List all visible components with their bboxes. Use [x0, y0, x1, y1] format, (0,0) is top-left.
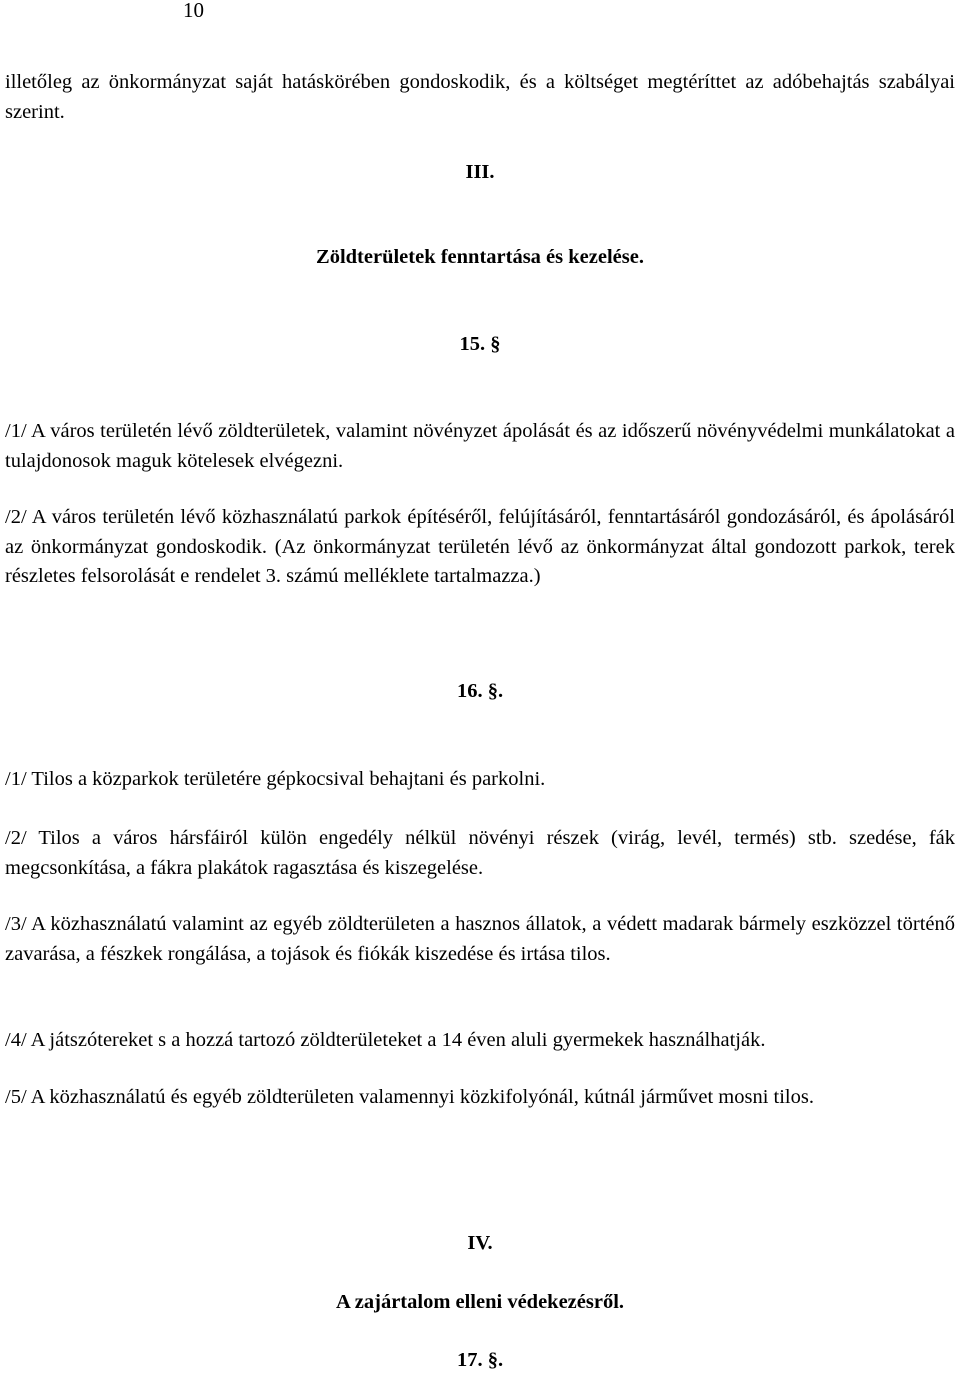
paragraph-16-1: /1/ Tilos a közparkok területére gépkocsival behajtani és parkolni.	[5, 768, 546, 790]
section-heading-15: 15. §	[459, 333, 501, 355]
paragraph-16-2: /2/ Tilos a város hársfáiról külön engedély nélkül növényi részek (virág, levél, termés) stb. szedése, fák megcsonkítása, a fákra plakátok ragasztása és kiszegelése.	[5, 827, 955, 879]
section-heading-17: 17. §.	[456, 1349, 504, 1371]
chapter-title-4: A zajártalom elleni védekezésről.	[335, 1291, 625, 1313]
paragraph-15-1: /1/ A város területén lévő zöldterületek, valamint növényzet ápolását és az időszerű növényvédelmi munkálatokat a tulajdonosok maguk kötelesek elvégezni.	[5, 420, 955, 472]
paragraph-15-2: /2/ A város területén lévő közhasználatú parkok építéséről, felújításáról, fenntartásáról gondozásáról, és ápolásáról az önkormányzat gondoskodik. (Az önkormányzat területén lévő az önkormányzat által gondozott parkok, terek részletes felsorolását e rendelet 3. számú melléklete tartalmazza.)	[5, 506, 955, 587]
paragraph-16-5: /5/ A közhasználatú és egyéb zöldterületen valamennyi közkifolyónál, kútnál járművet mosni tilos.	[5, 1086, 814, 1108]
chapter-title: Zöldterületek fenntartása és kezelése.	[316, 246, 644, 268]
chapter-number-4: IV.	[467, 1232, 493, 1254]
paragraph-16-4: /4/ A játszótereket s a hozzá tartozó zöldterületeket a 14 éven aluli gyermekek használhatják.	[5, 1029, 766, 1051]
intro-paragraph: illetőleg az önkormányzat saját hatáskörében gondoskodik, és a költséget megtéríttet az adóbehajtás szabályai szerint.	[5, 71, 955, 123]
page-number: 10	[183, 0, 204, 22]
section-heading-16: 16. §.	[456, 680, 504, 702]
chapter-number: III.	[465, 161, 495, 183]
paragraph-16-3: /3/ A közhasználatú valamint az egyéb zöldterületen a hasznos állatok, a védett madarak bármely eszközzel történő zavarása, a fészkek rongálása, a tojások és fiókák kiszedése és irtása tilos.	[5, 913, 955, 965]
